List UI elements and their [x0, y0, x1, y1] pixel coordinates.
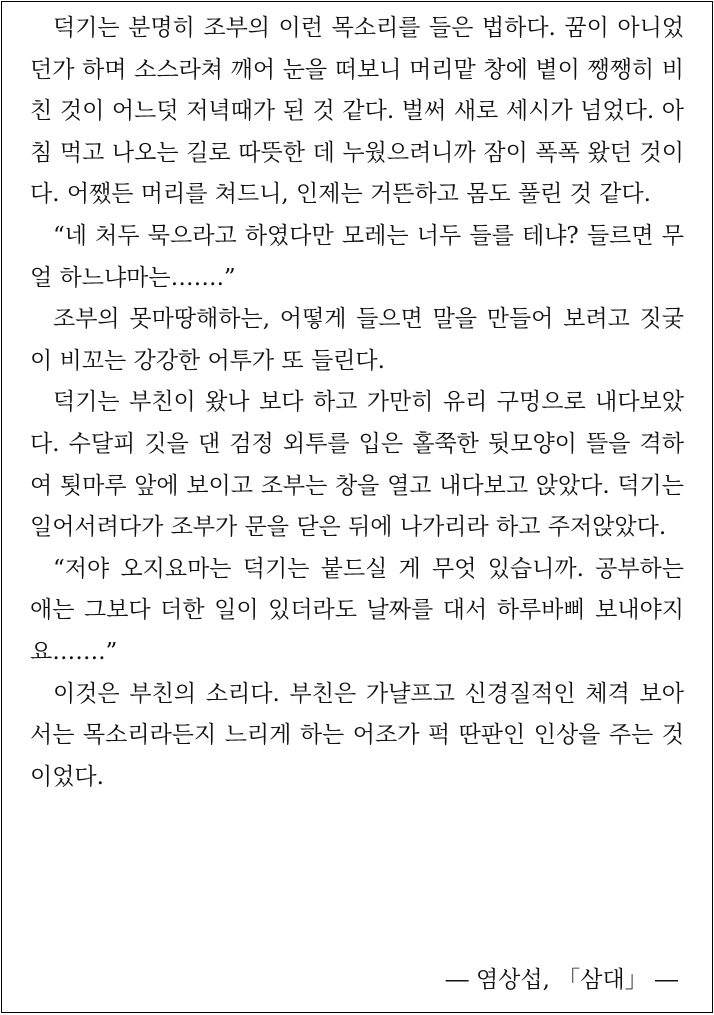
- paragraph-5-dialogue: “저야 오지요마는 덕기는 붙드실 게 무엇 있습니까. 공부하는 애는 그보다 더한 일이 있더라도 날짜를 대서 하루바삐 보내야지요…….”: [30, 555, 684, 665]
- paragraph-2-dialogue: “네 처두 묵으라고 하였다만 모레는 너두 들를 테냐? 들르면 무얼 하느냐마는…….”: [30, 222, 684, 291]
- source-citation: ― 염상섭, 「삼대」 ―: [445, 967, 678, 994]
- passage-body: [30, 8, 684, 798]
- document-page: [1, 1, 713, 1013]
- paragraph-3: 조부의 못마땅해하는, 어떻게 들으면 말을 만들어 보려고 짓궂이 비꼬는 강강한 어투가 또 들린다.: [30, 306, 684, 374]
- paragraph-6: 이것은 부친의 소리다. 부친은 가냘프고 신경질적인 체격 보아서는 목소리라든지 느리게 하는 어조가 퍽 딴판인 인상을 주는 것이었다.: [30, 680, 684, 790]
- paragraph-1: 덕기는 분명히 조부의 이런 목소리를 들은 법하다. 꿈이 아니었던가 하며 소스라쳐 깨어 눈을 떠보니 머리맡 창에 볕이 쨍쨍히 비친 것이 어느덧 저녁때가 된 것 같다. 벌써 새로 세시가 넘었다. 아침 먹고 나오는 길로 따뜻한 데 누웠으려니까 잠이 폭폭 왔던 것이다. 어쨌든 머리를 쳐드니, 인제는 거뜬하고 몸도 풀린 것 같다.: [30, 15, 684, 208]
- paragraph-4: 덕기는 부친이 왔나 보다 하고 가만히 유리 구멍으로 내다보았다. 수달피 깃을 댄 검정 외투를 입은 홀쭉한 뒷모양이 뜰을 격하여 툇마루 앞에 보이고 조부는 창을 열고 내다보고 앉았다. 덕기는 일어서려다가 조부가 문을 닫은 뒤에 나가리라 하고 주저앉았다.: [30, 389, 684, 541]
